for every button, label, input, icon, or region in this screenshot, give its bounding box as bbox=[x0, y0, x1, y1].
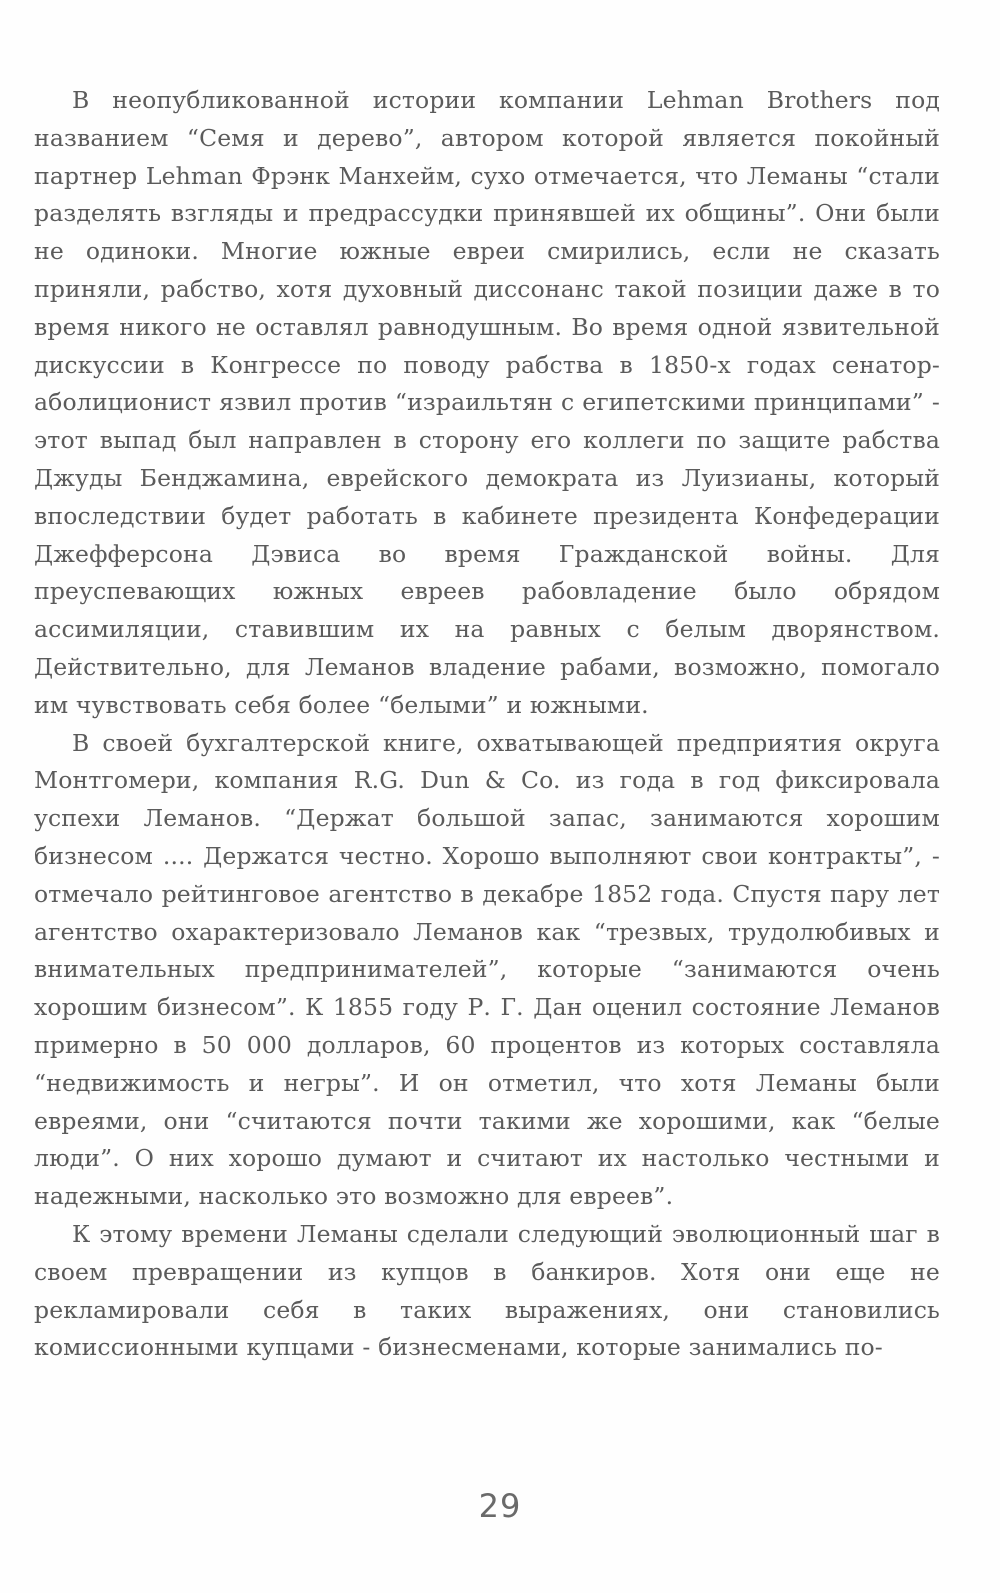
paragraph-1: В неопубликованной истории компании Lehman Brothers под названием “Семя и дерево”, автором которой является покойный партнер Lehman Фрэнк Манхейм, сухо отмечается, что Леманы “стали разделять взгляды и предрассудки принявшей их общины”. Они были не одиноки. Многие южные евреи смирились, если не сказать приняли, рабство, хотя духовный диссонанс такой позиции даже в то время никого не оставлял равнодушным. Во время одной язвительной дискуссии в Конгрессе по поводу рабства в 1850-х годах сенатор-аболиционист язвил против “израильтян с египетскими принципами” - этот выпад был направлен в сторону его коллеги по защите рабства Джуды Бенджамина, еврейского демократа из Луизианы, который впоследствии будет работать в кабинете президента Конфедерации Джефферсона Дэвиса во время Гражданской войны. Для преуспевающих южных евреев рабовладение было обрядом ассимиляции, ставившим их на равных с белым дворянством. Действительно, для Леманов владение рабами, возможно, помогало им чувствовать себя более “белыми” и южными. bbox=[34, 86, 940, 719]
paragraph-3: К этому времени Леманы сделали следующий эволюционный шаг в своем превращении из купцов в банкиров. Хотя они еще не рекламировали себя в таких выражениях, они становились комиссионными купцами - бизнесменами, которые занимались по- bbox=[34, 1219, 940, 1362]
paragraph-2: В своей бухгалтерской книге, охватывающей предприятия округа Монтгомери, компания R.G. Dun & Co. из года в год фиксировала успехи Леманов. “Держат большой запас, занимаются хорошим бизнесом .... Держатся честно. Хорошо выполняют свои контракты”, - отмечало рейтинговое агентство в декабре 1852 года. Спустя пару лет агентство охарактеризовало Леманов как “трезвых, трудолюбивых и внимательных предпринимателей”, которые “занимаются очень хорошим бизнесом”. К 1855 году Р. Г. Дан оценил состояние Леманов примерно в 50 000 долларов, 60 процентов из которых составляла “недвижимость и негры”. И он отметил, что хотя Леманы были евреями, они “считаются почти такими же хорошими, как “белые люди”. О них хорошо думают и считают их настолько честными и надежными, насколько это возможно для евреев”. bbox=[34, 728, 940, 1211]
page-number: 29 bbox=[478, 1487, 522, 1525]
body-text bbox=[34, 82, 940, 1367]
